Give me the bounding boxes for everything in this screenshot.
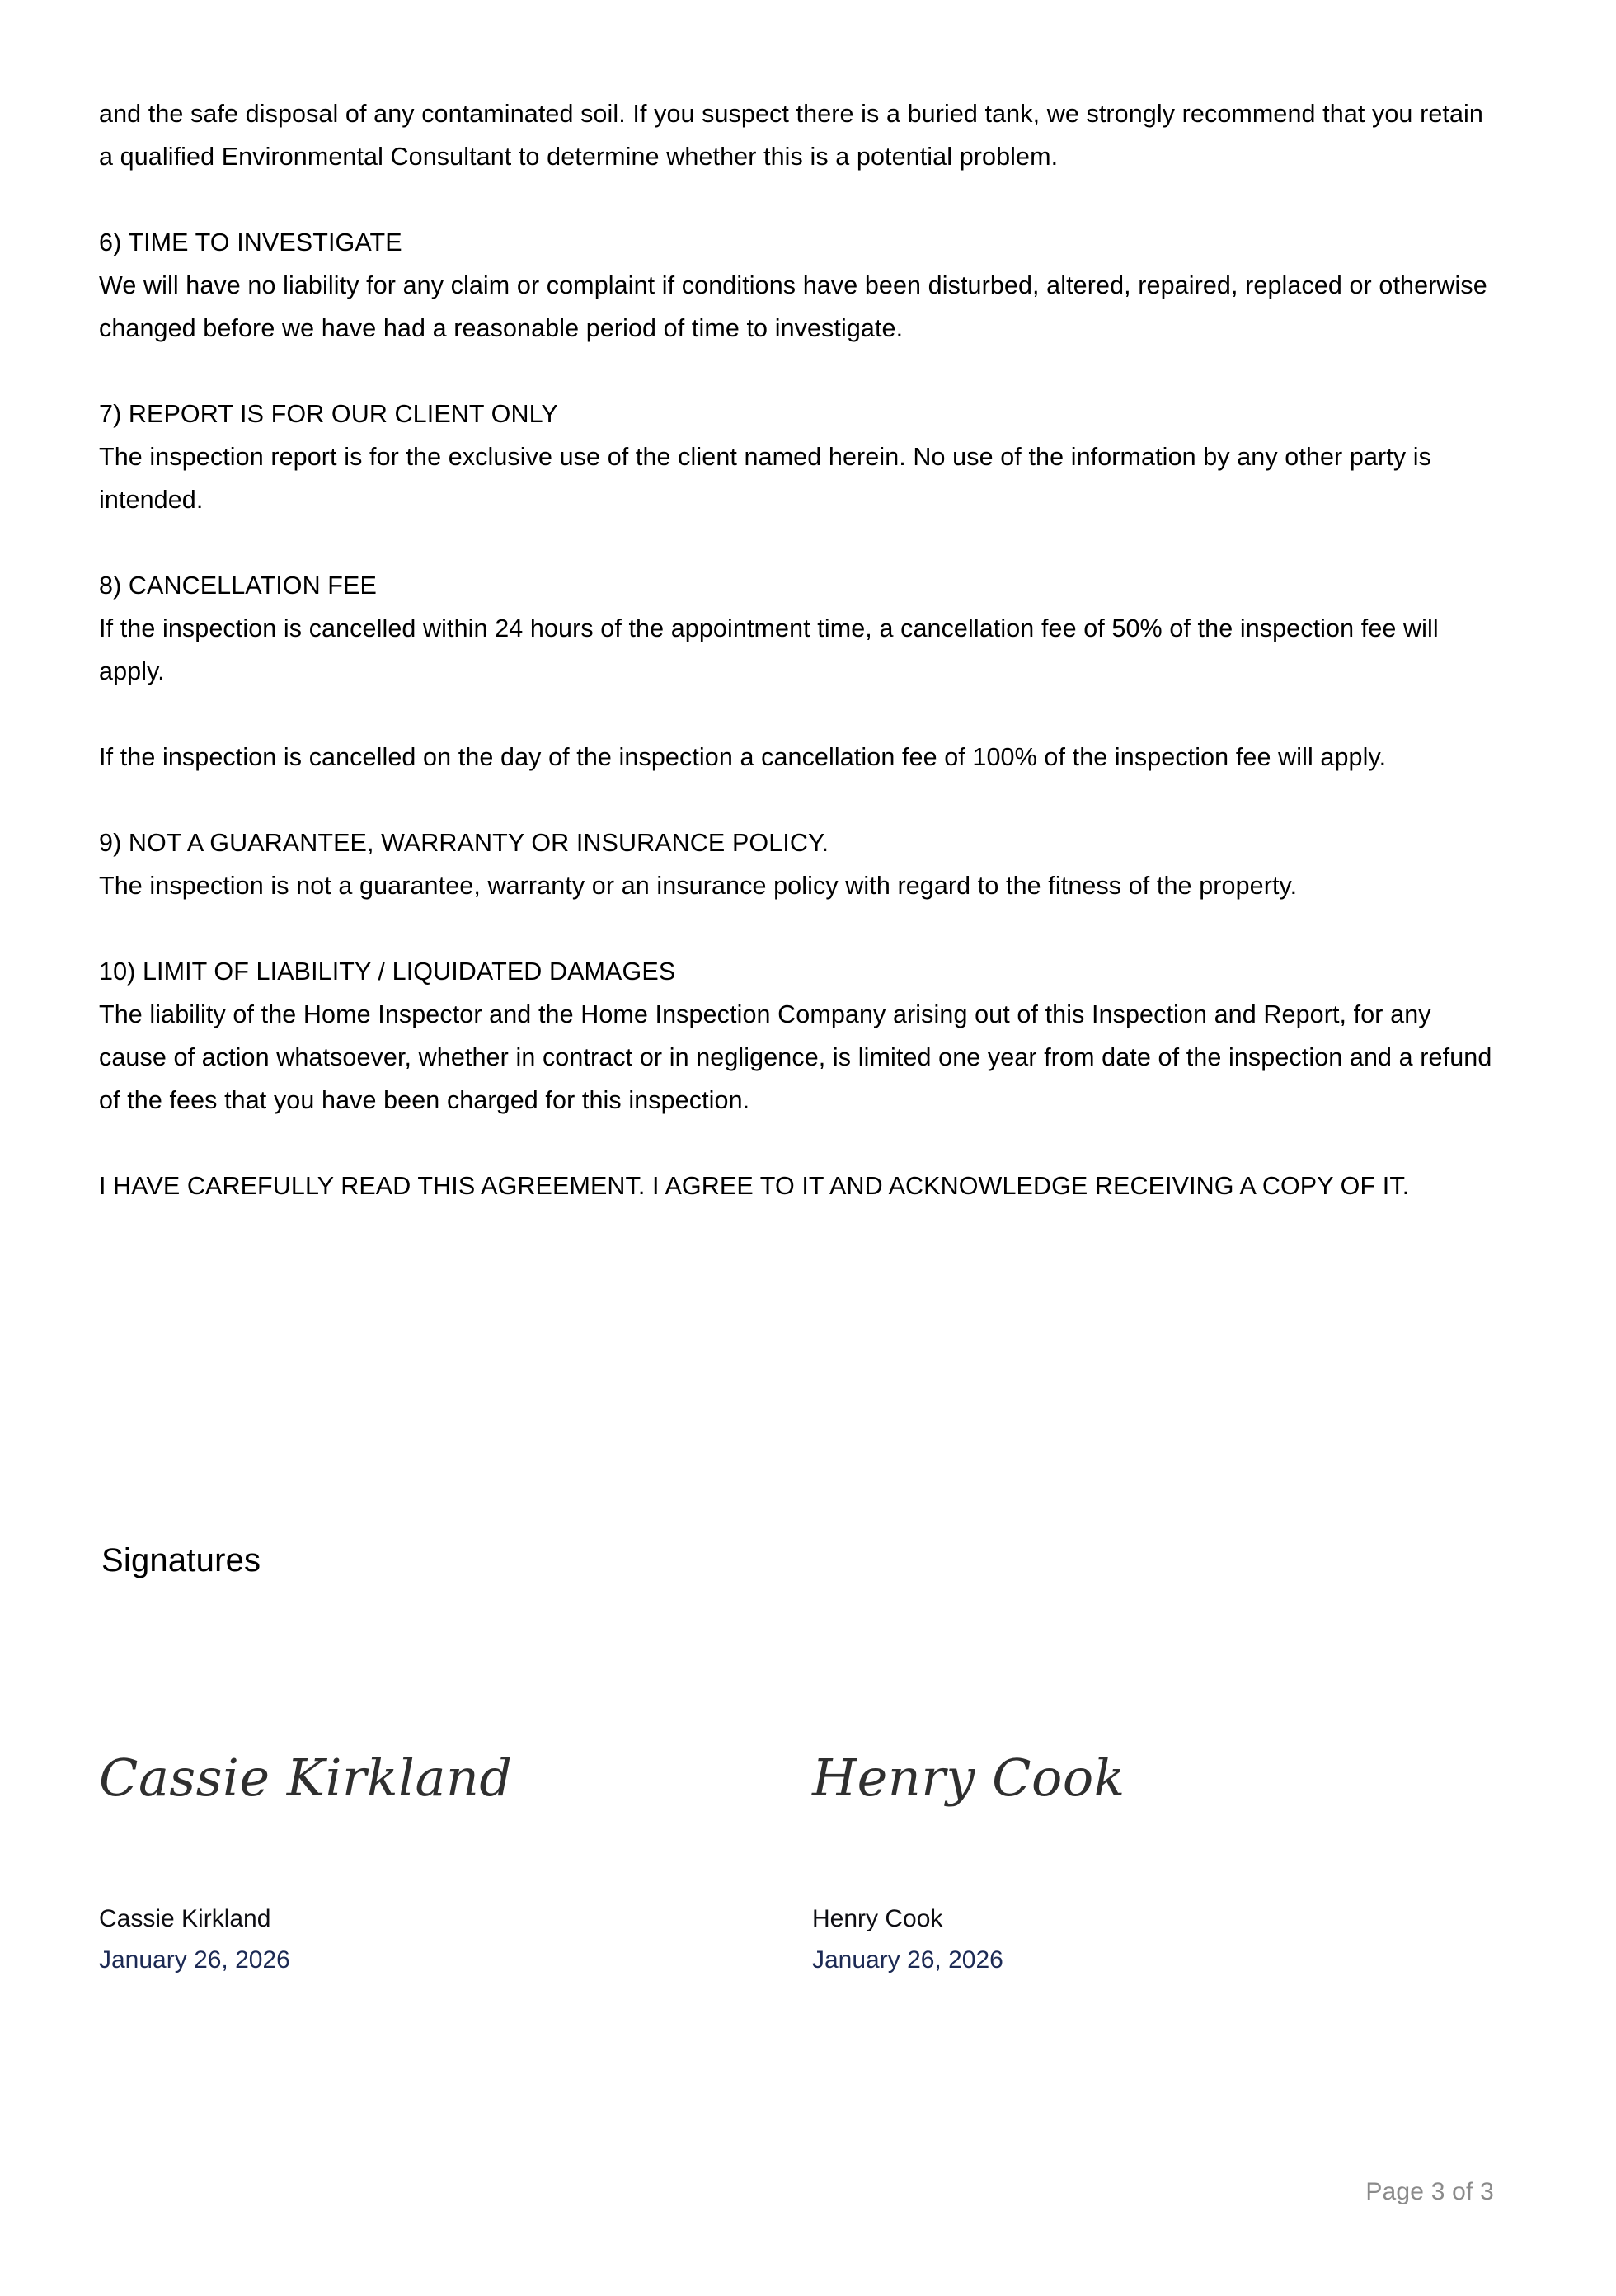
section-7-heading: 7) REPORT IS FOR OUR CLIENT ONLY — [99, 400, 558, 428]
page-number-label: Page 3 of 3 — [1365, 2178, 1494, 2205]
section-6-text: We will have no liability for any claim or complaint if conditions have been disturbed, altered, repaired, replaced or otherwise changed before we have had a reasonable period of time to investigate. — [99, 271, 1487, 342]
signatures-heading: Signatures — [101, 1542, 261, 1578]
signature-printed-name-inspector: Henry Cook — [812, 1905, 943, 1932]
section-8-block — [99, 564, 1492, 693]
section-9-heading: 9) NOT A GUARANTEE, WARRANTY OR INSURANCE POLICY. — [99, 829, 829, 857]
section-10-heading: 10) LIMIT OF LIABILITY / LIQUIDATED DAMAGES — [99, 957, 676, 986]
signature-image-henry-cook[interactable]: Henry Cook — [812, 1748, 1125, 1808]
paragraph-section-8-continued: If the inspection is cancelled on the day of the inspection a cancellation fee of 100% of the inspection fee will apply. — [99, 743, 1387, 771]
signature-date-client: January 26, 2026 — [99, 1946, 290, 1974]
section-7-block — [99, 393, 1492, 521]
section-8-heading: 8) CANCELLATION FEE — [99, 572, 377, 600]
paragraph-continuation-soil: and the safe disposal of any contaminated soil. If you suspect there is a buried tank, we strongly recommend that you retain a qualified Environmental Consultant to determine whether this is a potential problem. — [99, 100, 1483, 171]
signature-date-inspector: January 26, 2026 — [812, 1946, 1003, 1974]
signature-printed-name-client: Cassie Kirkland — [99, 1905, 271, 1932]
section-8-text: If the inspection is cancelled within 24 hours of the appointment time, a cancellation fee of 50% of the inspection fee will apply. — [99, 614, 1439, 685]
signature-block-client — [99, 1740, 812, 1978]
signature-image-cassie-kirkland[interactable]: Cassie Kirkland — [99, 1748, 513, 1808]
section-6-block — [99, 221, 1492, 350]
signatures-section — [101, 1541, 1495, 1580]
section-6-heading: 6) TIME TO INVESTIGATE — [99, 228, 402, 256]
section-7-text: The inspection report is for the exclusive use of the client named herein. No use of the information by any other party is intended. — [99, 443, 1431, 514]
document-body — [99, 92, 1492, 1207]
signature-block-inspector — [812, 1740, 1525, 1978]
section-10-block — [99, 950, 1492, 1122]
section-10-text: The liability of the Home Inspector and the Home Inspection Company arising out of this Inspection and Report, for any cause of action whatsoever, whether in contract or in negligence, is limited one year from date of the inspection and a refund of the fees that you have been charged for this inspection. — [99, 1000, 1492, 1114]
signature-columns — [99, 1740, 1501, 1978]
section-9-block — [99, 821, 1492, 907]
section-9-text: The inspection is not a guarantee, warranty or an insurance policy with regard to the fitness of the property. — [99, 872, 1298, 900]
signature-spacer — [99, 1831, 812, 1902]
page-footer — [99, 2176, 1494, 2209]
signature-spacer — [812, 1831, 1525, 1902]
paragraph-acknowledgement: I HAVE CAREFULLY READ THIS AGREEMENT. I AGREE TO IT AND ACKNOWLEDGE RECEIVING A COPY OF IT. — [99, 1172, 1410, 1200]
